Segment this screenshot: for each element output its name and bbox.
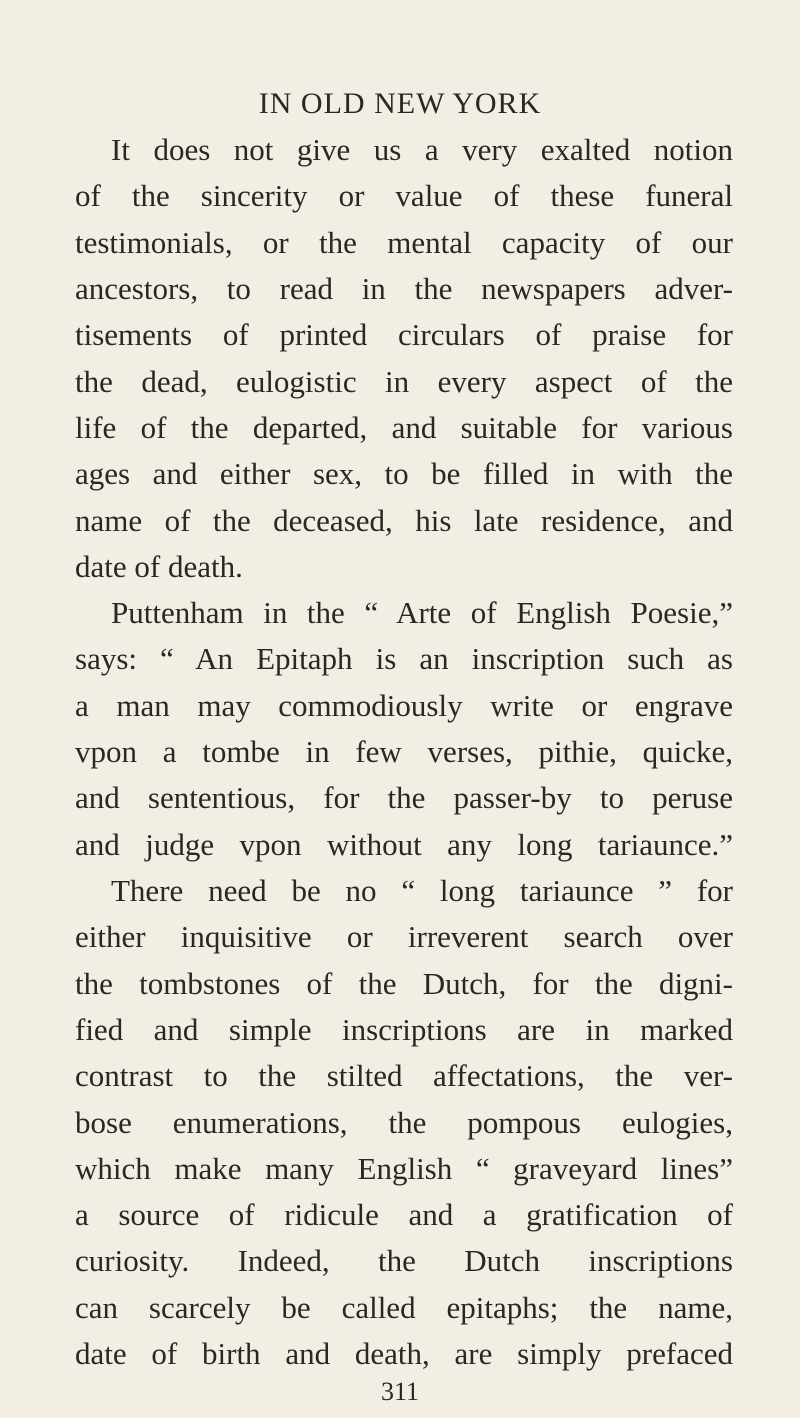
text-line: ancestors, to read in the newspapers adver- xyxy=(75,270,733,306)
page-number: 311 xyxy=(380,1377,420,1406)
text-line: date of death. xyxy=(75,548,243,584)
text-line: and sententious, for the passer-by to peruse xyxy=(75,780,733,816)
text-line: date of birth and death, are simply prefaced xyxy=(75,1336,733,1371)
text-line: contrast to the stilted affectations, the ver- xyxy=(75,1058,733,1094)
text-line: and judge vpon without any long tariaunce.” xyxy=(75,826,733,862)
text-line: a source of ridicule and a gratification of xyxy=(75,1197,733,1233)
text-line: Puttenham in the “ Arte of English Poesie,” xyxy=(111,595,733,631)
text-line: bose enumerations, the pompous eulogies, xyxy=(75,1104,733,1140)
text-line: can scarcely be called epitaphs; the name, xyxy=(75,1289,733,1325)
text-line: says: “ An Epitaph is an inscription such as xyxy=(75,641,733,677)
text-line: testimonials, or the mental capacity of our xyxy=(75,224,733,260)
text-line: name of the deceased, his late residence, and xyxy=(75,502,733,538)
text-line: life of the departed, and suitable for various xyxy=(75,409,733,445)
running-head: IN OLD NEW YORK xyxy=(258,87,542,120)
text-line: It does not give us a very exalted notion xyxy=(111,132,733,167)
text-line: which make many English “ graveyard lines” xyxy=(75,1150,733,1186)
text-line: ages and either sex, to be filled in with the xyxy=(75,456,733,492)
text-line: a man may commodiously write or engrave xyxy=(75,687,733,723)
text-line: the dead, eulogistic in every aspect of the xyxy=(75,363,733,399)
text-line: tisements of printed circulars of praise for xyxy=(75,317,733,353)
text-line: curiosity. Indeed, the Dutch inscriptions xyxy=(75,1243,733,1279)
text-line: There need be no “ long tariaunce ” for xyxy=(111,872,733,908)
text-line: of the sincerity or value of these funeral xyxy=(75,178,733,214)
text-line: either inquisitive or irreverent search over xyxy=(75,919,733,955)
text-line: vpon a tombe in few verses, pithie, quicke, xyxy=(75,734,733,769)
text-line: the tombstones of the Dutch, for the digni- xyxy=(75,965,733,1001)
text-line: fied and simple inscriptions are in marked xyxy=(75,1011,733,1047)
